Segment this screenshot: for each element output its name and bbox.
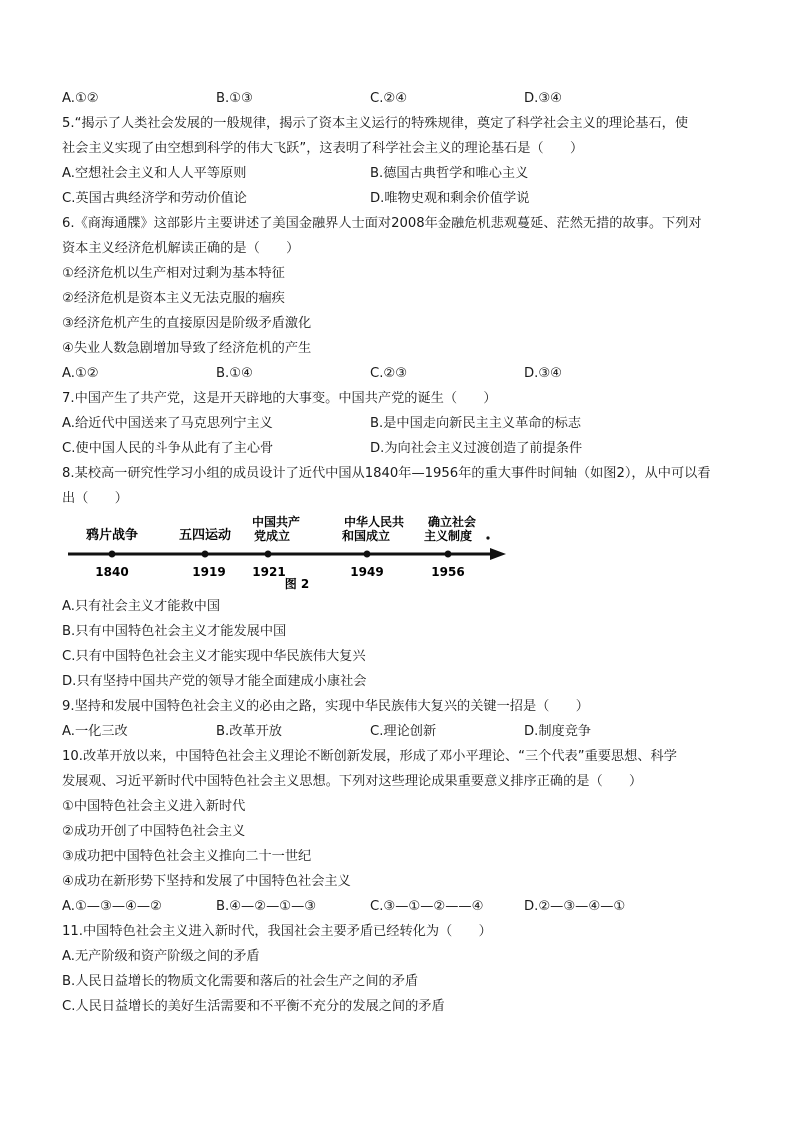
event-year-1921: 1921 bbox=[252, 565, 286, 579]
q6-stem-line1: 6.《商海通牒》这部影片主要讲述了美国金融界人士面对2008年金融危机悲观蔓延、茫然无措的故事。下列对 bbox=[62, 216, 702, 231]
q9-option-b: B.改革开放 bbox=[216, 724, 282, 739]
q10-option-a: A.①—③—④—② bbox=[62, 899, 162, 914]
q10-option-c: C.③—①—②——④ bbox=[370, 899, 484, 914]
figure-caption: 图 2 bbox=[284, 577, 310, 591]
event-year-1919: 1919 bbox=[192, 565, 226, 579]
q7-option-c: C.使中国人民的斗争从此有了主心骨 bbox=[62, 441, 274, 456]
timeline-figure bbox=[62, 512, 512, 594]
event-label-1919: 五四运动 bbox=[178, 528, 232, 543]
q5-stem-line2: 社会主义实现了由空想到科学的伟大飞跃”，这表明了科学社会主义的理论基石是（ ） bbox=[62, 141, 584, 156]
q7-option-d: D.为向社会主义过渡创造了前提条件 bbox=[370, 441, 583, 456]
q11-option-a: A.无产阶级和资产阶级之间的矛盾 bbox=[62, 949, 260, 964]
q11-option-b: B.人民日益增长的物质文化需要和落后的社会生产之间的矛盾 bbox=[62, 974, 419, 989]
q6-option-a: A.①② bbox=[62, 366, 99, 381]
q9-option-d: D.制度竞争 bbox=[524, 724, 592, 739]
q10-item-3: ③成功把中国特色社会主义推向二十一世纪 bbox=[62, 849, 312, 864]
q5-option-d: D.唯物史观和剩余价值学说 bbox=[370, 191, 530, 206]
q10-item-1: ①中国特色社会主义进入新时代 bbox=[62, 799, 246, 814]
event-label-1949-line2: 和国成立 bbox=[341, 529, 391, 543]
q6-option-b: B.①④ bbox=[216, 366, 253, 381]
q10-item-2: ②成功开创了中国特色社会主义 bbox=[62, 824, 246, 839]
q8-option-b: B.只有中国特色社会主义才能发展中国 bbox=[62, 624, 287, 639]
event-marker-1840 bbox=[109, 551, 116, 558]
q10-stem-line1: 10.改革开放以来，中国特色社会主义理论不断创新发展，形成了邓小平理论、“三个代表”重要思想、科学 bbox=[62, 749, 677, 764]
event-marker-1921 bbox=[265, 551, 272, 558]
event-label-1956-line2: 主义制度 bbox=[423, 529, 473, 543]
q5-option-c: C.英国古典经济学和劳动价值论 bbox=[62, 191, 247, 206]
q11-stem: 11.中国特色社会主义进入新时代，我国社会主要矛盾已经转化为（ ） bbox=[62, 924, 492, 939]
q8-stem-line2: 出（ ） bbox=[62, 491, 128, 506]
q9-stem: 9.坚持和发展中国特色社会主义的必由之路，实现中华民族伟大复兴的关键一招是（ ） bbox=[62, 699, 589, 714]
q6-option-d: D.③④ bbox=[524, 366, 562, 381]
q10-item-4: ④成功在新形势下坚持和发展了中国特色社会主义 bbox=[62, 874, 351, 889]
event-label-1921-line1: 中国共产 bbox=[251, 515, 301, 529]
q8-option-a: A.只有社会主义才能救中国 bbox=[62, 599, 221, 614]
q8-stem-line1: 8.某校高一研究性学习小组的成员设计了近代中国从1840年—1956年的重大事件时间轴（如图2），从中可以看 bbox=[62, 466, 711, 481]
q6-option-c: C.②③ bbox=[370, 366, 408, 381]
q6-stem-line2: 资本主义经济危机解读正确的是（ ） bbox=[62, 241, 300, 256]
q6-item-2: ②经济危机是资本主义无法克服的痼疾 bbox=[62, 291, 285, 306]
q4-option-b: B.①③ bbox=[216, 91, 253, 106]
q9-option-a: A.一化三改 bbox=[62, 724, 128, 739]
q9-option-c: C.理论创新 bbox=[370, 724, 437, 739]
event-label-1956-line1: 确立社会 bbox=[427, 515, 477, 529]
q10-option-b: B.④—②—①—③ bbox=[216, 899, 317, 914]
q10-option-d: D.②—③—④—① bbox=[524, 899, 626, 914]
timeline-dot-mark bbox=[486, 536, 489, 539]
q11-option-c: C.人民日益增长的美好生活需要和不平衡不充分的发展之间的矛盾 bbox=[62, 999, 445, 1014]
event-marker-1949 bbox=[364, 551, 371, 558]
q6-item-3: ③经济危机产生的直接原因是阶级矛盾激化 bbox=[62, 316, 312, 331]
event-marker-1919 bbox=[202, 551, 209, 558]
q8-option-d: D.只有坚持中国共产党的领导才能全面建成小康社会 bbox=[62, 674, 367, 689]
q10-stem-line2: 发展观、习近平新时代中国特色社会主义思想。下列对这些理论成果重要意义排序正确的是（ ） bbox=[62, 774, 643, 789]
q7-option-a: A.给近代中国送来了马克思列宁主义 bbox=[62, 416, 273, 431]
event-year-1840: 1840 bbox=[95, 565, 129, 579]
event-year-1956: 1956 bbox=[431, 565, 465, 579]
q7-stem: 7.中国产生了共产党，这是开天辟地的大事变。中国共产党的诞生（ ） bbox=[62, 391, 497, 406]
event-label-1921-line2: 党成立 bbox=[253, 529, 291, 543]
event-year-1949: 1949 bbox=[350, 565, 384, 579]
q4-option-d: D.③④ bbox=[524, 91, 562, 106]
q4-option-a: A.①② bbox=[62, 91, 99, 106]
q4-option-c: C.②④ bbox=[370, 91, 408, 106]
q7-option-b: B.是中国走向新民主主义革命的标志 bbox=[370, 416, 582, 431]
q8-option-c: C.只有中国特色社会主义才能实现中华民族伟大复兴 bbox=[62, 649, 366, 664]
event-label-1949-line1: 中华人民共 bbox=[343, 515, 405, 529]
q5-option-a: A.空想社会主义和人人平等原则 bbox=[62, 166, 247, 181]
q6-item-4: ④失业人数急剧增加导致了经济危机的产生 bbox=[62, 341, 312, 356]
timeline-arrow-icon bbox=[490, 548, 506, 560]
q6-item-1: ①经济危机以生产相对过剩为基本特征 bbox=[62, 266, 285, 281]
event-marker-1956 bbox=[445, 551, 452, 558]
event-label-1840: 鸦片战争 bbox=[85, 528, 139, 543]
q5-stem-line1: 5.“揭示了人类社会发展的一般规律，揭示了资本主义运行的特殊规律，奠定了科学社会主义的理论基石，使 bbox=[62, 116, 689, 131]
q5-option-b: B.德国古典哲学和唯心主义 bbox=[370, 166, 529, 181]
